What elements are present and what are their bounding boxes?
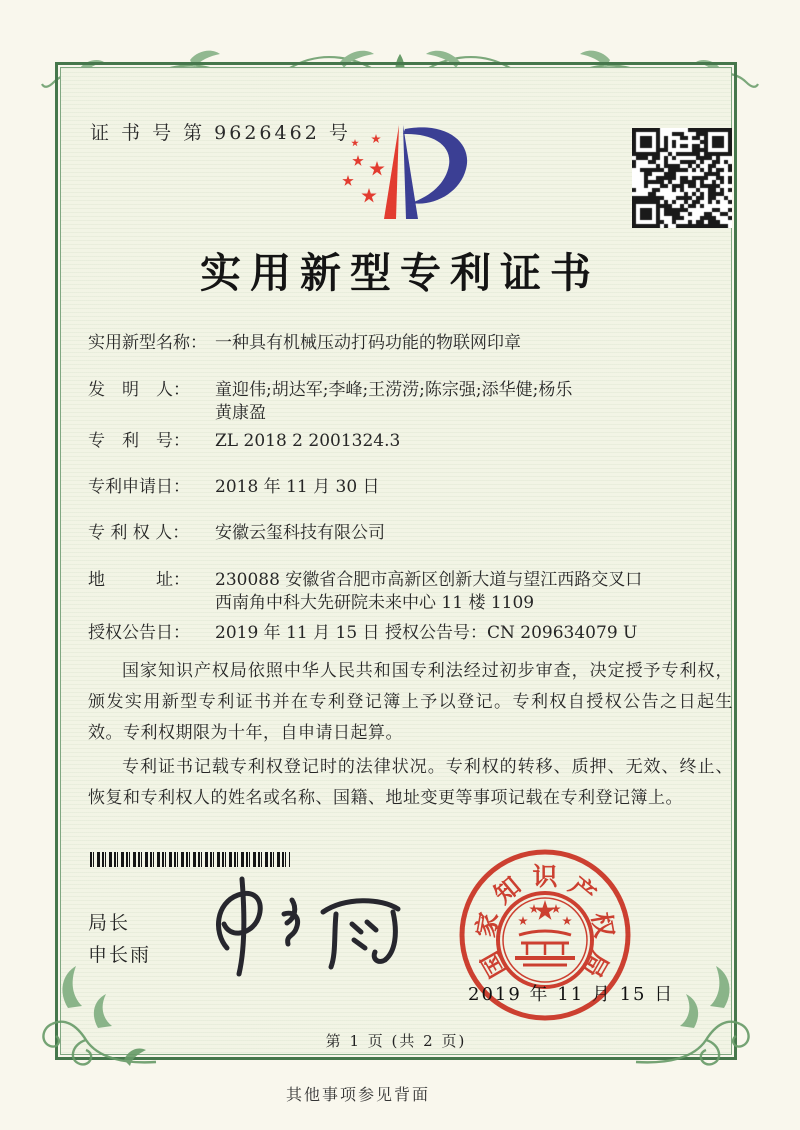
field-grant-row bbox=[88, 622, 748, 645]
svg-text:产: 产 bbox=[563, 871, 602, 910]
svg-text:家: 家 bbox=[470, 910, 504, 940]
field-grant-number bbox=[385, 622, 637, 645]
field-value: ZL 2018 2 2001324.3 bbox=[215, 431, 401, 451]
back-side-note: 其他事项参见背面 bbox=[285, 1085, 430, 1104]
field-label: 专 利 号： bbox=[88, 431, 190, 451]
field-label: 授权公告号： bbox=[385, 623, 487, 643]
field-label: 地 址： bbox=[88, 570, 190, 590]
field-patent-number bbox=[88, 430, 748, 453]
legal-paragraph-1: 国家知识产权局依照中华人民共和国专利法经过初步审查，决定授予专利权，颁发实用新型专利证书并在专利登记簿上予以登记。专利权自授权公告之日起生效。专利权期限为十年，自申请日起算。 bbox=[88, 661, 733, 743]
commissioner-signature bbox=[195, 872, 410, 980]
address-line1: 230088 安徽省合肥市高新区创新大道与望江西路交叉口 bbox=[215, 570, 643, 590]
field-label: 发 明 人： bbox=[88, 380, 190, 400]
commissioner-title: 局长 bbox=[88, 912, 131, 934]
field-inventors bbox=[88, 379, 748, 425]
qr-code bbox=[632, 128, 732, 228]
svg-text:知: 知 bbox=[488, 871, 527, 910]
page-number: 第 1 页 (共 2 页) bbox=[325, 1032, 467, 1050]
field-value: CN 209634079 U bbox=[487, 623, 638, 643]
field-value: 安徽云玺科技有限公司 bbox=[215, 523, 385, 543]
field-label: 实用新型名称： bbox=[88, 333, 207, 353]
field-label: 专利申请日： bbox=[88, 477, 190, 497]
emblem-gate bbox=[515, 931, 575, 965]
inventors-line1: 童迎伟;胡达军;李峰;王涝涝;陈宗强;添华健;杨乐 bbox=[215, 380, 573, 400]
commissioner-name: 申长雨 bbox=[88, 944, 152, 966]
svg-text:权: 权 bbox=[586, 910, 620, 940]
svg-text:国: 国 bbox=[475, 946, 514, 983]
field-patentee bbox=[88, 522, 748, 545]
address-line2: 西南角中科大先研院未来中心 11 楼 1109 bbox=[215, 593, 535, 613]
svg-text:局: 局 bbox=[576, 946, 615, 983]
seal-date: 2019 年 11 月 15 日 bbox=[468, 984, 675, 1005]
barcode bbox=[90, 852, 290, 867]
legal-text bbox=[88, 656, 733, 817]
certificate-title: 实用新型专利证书 bbox=[200, 249, 600, 297]
emblem-stars bbox=[518, 900, 572, 925]
cnipa-logo-icon bbox=[333, 116, 473, 228]
field-value: 2018 年 11 月 30 日 bbox=[215, 477, 380, 497]
field-filing-date bbox=[88, 476, 748, 499]
field-value: 2019 年 11 月 15 日 bbox=[215, 623, 380, 643]
legal-paragraph-2: 专利证书记载专利权登记时的法律状况。专利权的转移、质押、无效、终止、恢复和专利权人的姓名或名称、国籍、地址变更等事项记载在专利登记簿上。 bbox=[88, 757, 733, 808]
field-value bbox=[215, 379, 572, 425]
field-value: 一种具有机械压动打码功能的物联网印章 bbox=[215, 333, 521, 353]
field-utility-model-name bbox=[88, 332, 748, 355]
field-address bbox=[88, 569, 748, 615]
field-value bbox=[215, 569, 642, 615]
svg-text:识: 识 bbox=[532, 862, 558, 891]
inventors-line2: 黄康盈 bbox=[215, 403, 266, 423]
field-label: 授权公告日： bbox=[88, 623, 190, 643]
certificate-number: 证 书 号 第 9626462 号 bbox=[90, 122, 351, 144]
field-label: 专 利 权 人： bbox=[88, 523, 190, 543]
